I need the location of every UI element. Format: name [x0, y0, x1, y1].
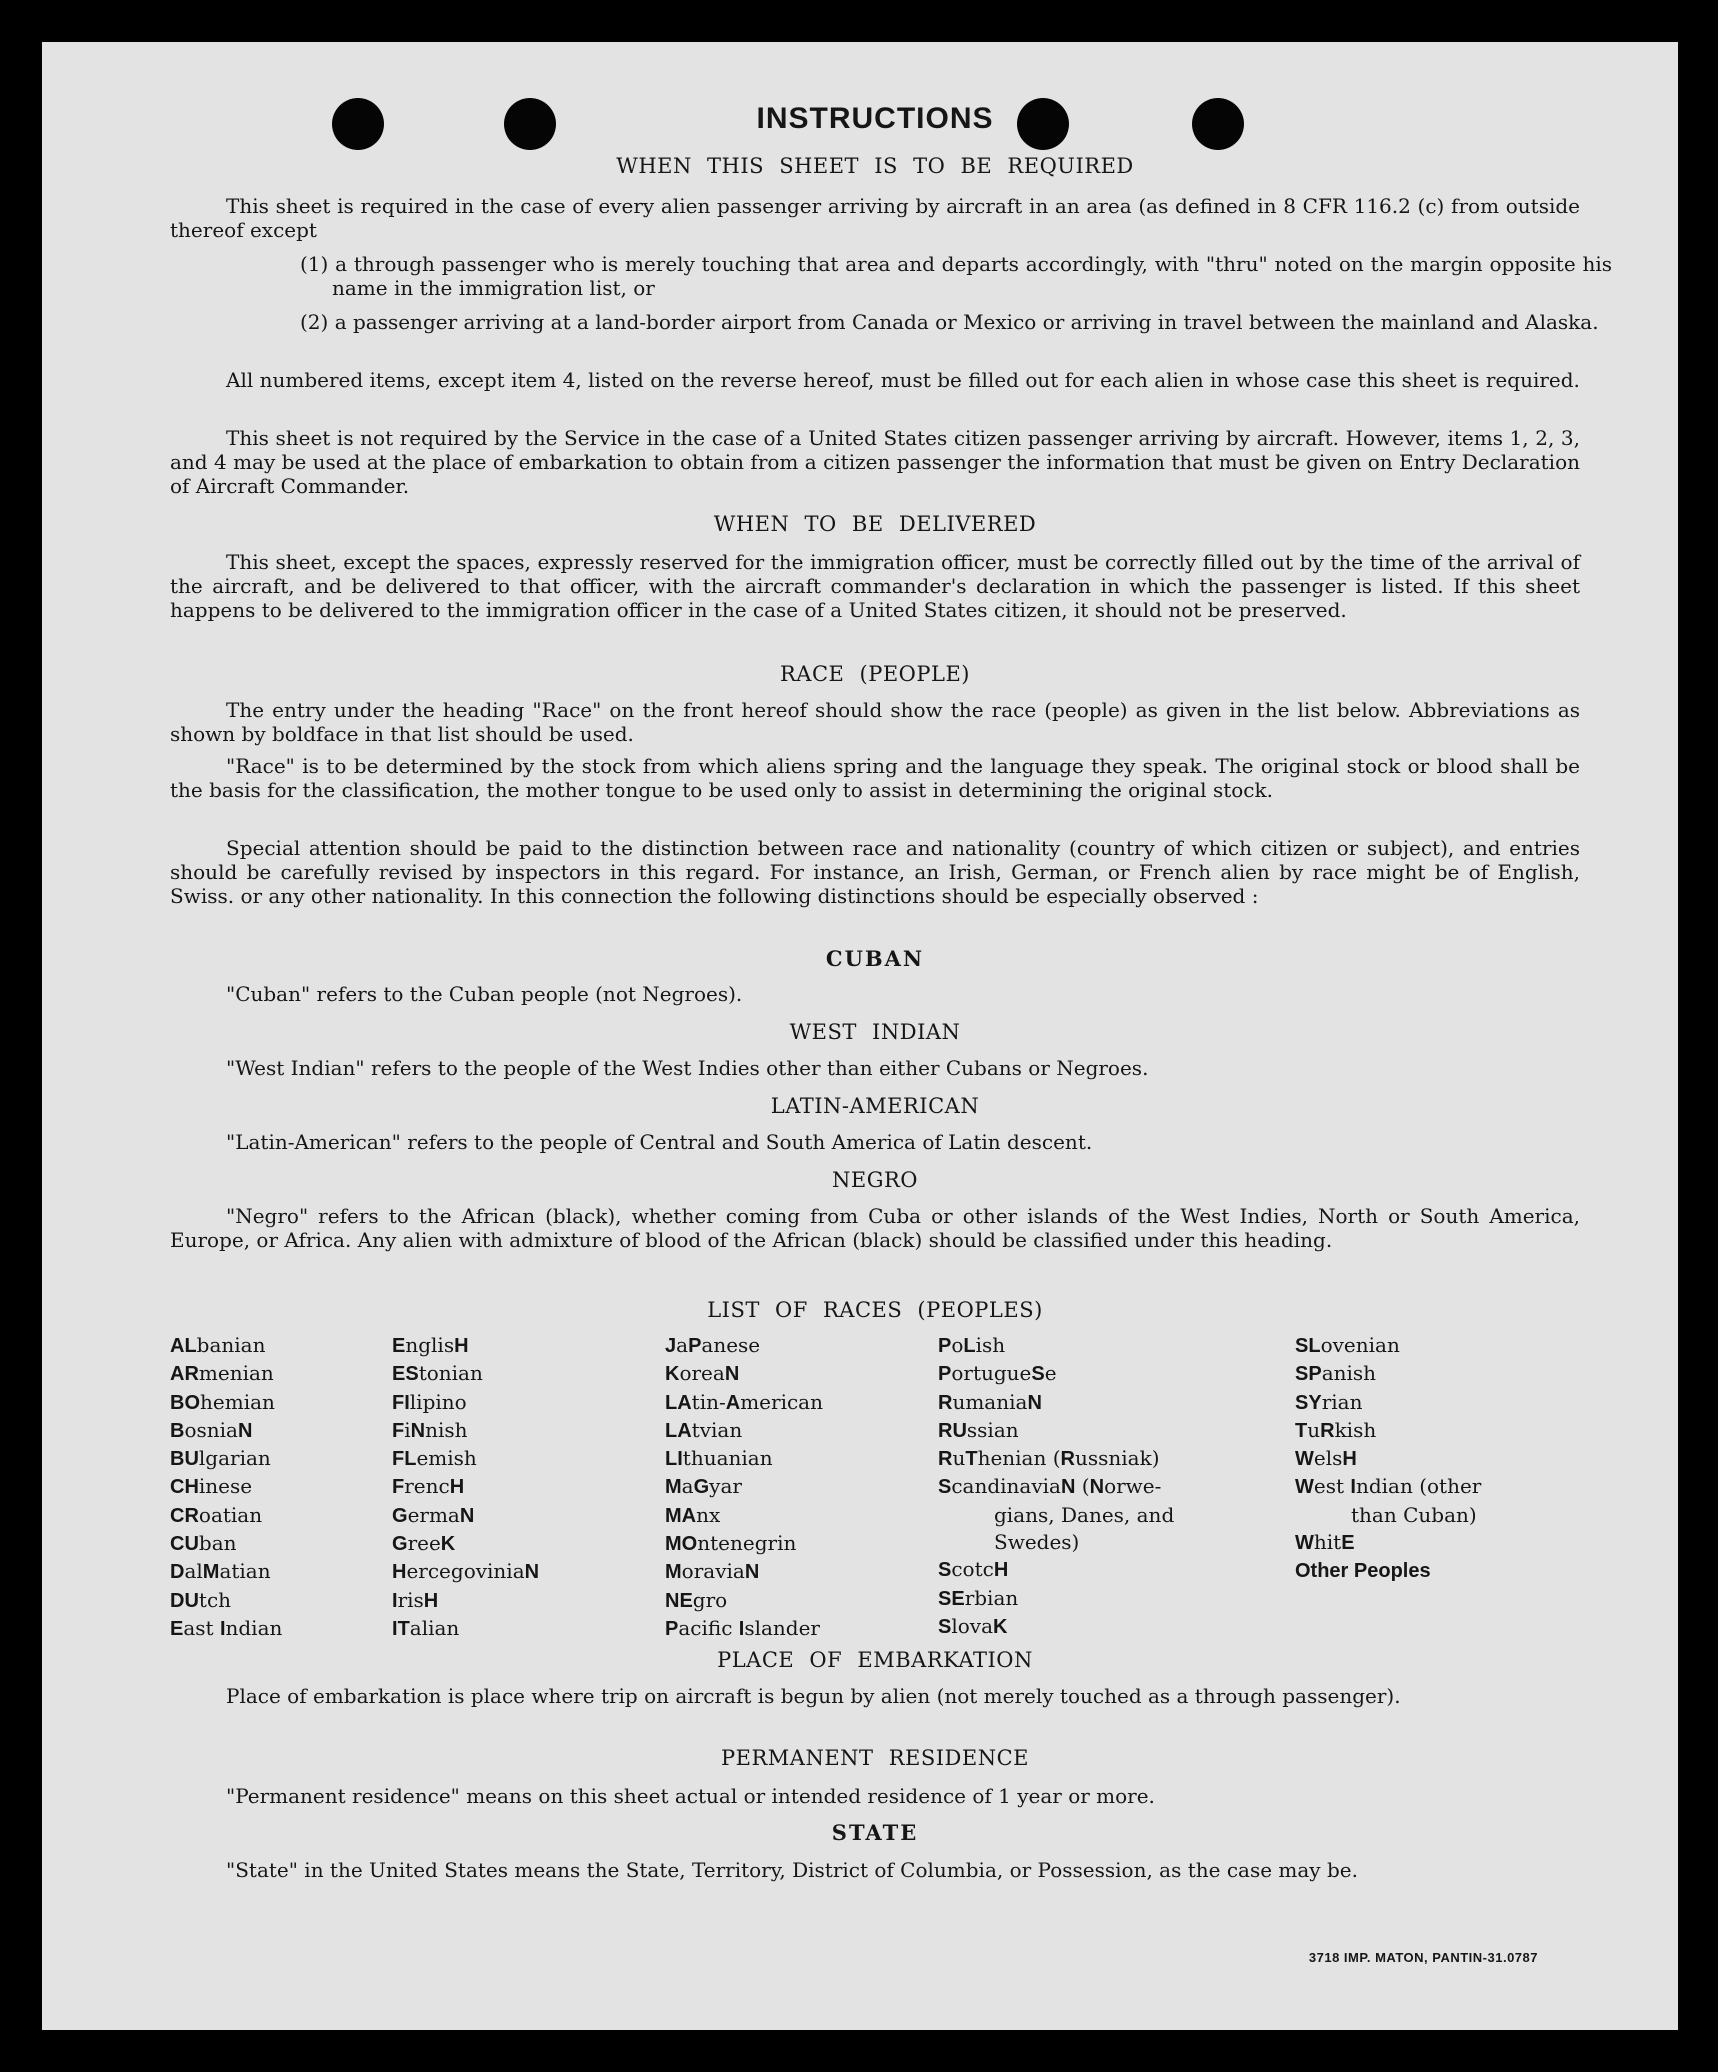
race-entry: NEgro	[665, 1587, 728, 1612]
race-entry: RUssian	[938, 1417, 1019, 1442]
race-entry: SlovaK	[938, 1613, 1008, 1638]
paragraph: Place of embarkation is place where trip on aircraft is begun by alien (not merely touched as a through passenger).	[226, 1684, 1401, 1708]
race-entry: CUban	[170, 1531, 237, 1556]
paragraph: "Latin-American" refers to the people of Central and South America of Latin descent.	[226, 1130, 1093, 1154]
race-entry: EnglisH	[392, 1333, 469, 1357]
race-entry: West Indian (other	[1295, 1474, 1482, 1499]
race-entry: SLovenian	[1295, 1333, 1400, 1357]
paragraph: "Race" is to be determined by the stock from which aliens spring and the language they speak. The original stock or blood shall be the basis for the classification, the mother tongue to be used only to assist in determining the original stock.	[170, 754, 1580, 802]
race-entry: FiNnish	[392, 1417, 468, 1442]
paragraph: "Negro" refers to the African (black), whether coming from Cuba or other islands of the West Indies, North or South America, Europe, or Africa. Any alien with admixture of blood of the African (black) should be classified under this heading.	[170, 1204, 1580, 1252]
race-entry: Pacific Islander	[665, 1615, 820, 1640]
race-entry: PortugueSe	[938, 1361, 1057, 1386]
race-entry: SPanish	[1295, 1361, 1377, 1386]
race-entry: BUlgarian	[170, 1446, 271, 1471]
race-entry: DalMatian	[170, 1559, 271, 1584]
race-entry: IrisH	[392, 1587, 439, 1612]
paragraph: This sheet is required in the case of every alien passenger arriving by aircraft in an area (as defined in 8 CFR 116.2 (c) from outside thereof except	[170, 194, 1580, 242]
race-entry: East Indian	[170, 1615, 283, 1640]
race-entry: Swedes)	[994, 1530, 1080, 1555]
paragraph: "State" in the United States means the State, Territory, District of Columbia, or Possession, as the case may be.	[226, 1858, 1358, 1882]
race-entry: BOhemian	[170, 1389, 275, 1414]
race-entry: MoraviaN	[665, 1559, 760, 1584]
heading-list-of-races: LIST OF RACES (PEOPLES)	[707, 1298, 1043, 1322]
race-entry: TuRkish	[1295, 1417, 1377, 1442]
race-entry: ScandinaviaN (Norwe-	[938, 1474, 1162, 1499]
paragraph-item: (2) a passenger arriving at a land-border airport from Canada or Mexico or arriving in travel between the mainland and Alaska.	[300, 310, 1599, 334]
race-entry: HercegoviniaN	[392, 1559, 540, 1584]
race-entry: MOntenegrin	[665, 1531, 797, 1556]
paragraph: This sheet is not required by the Service in the case of a United States citizen passenger arriving by aircraft. However, items 1, 2, 3, and 4 may be used at the place of embarkation to obtain from a citizen passenger the information that must be given on Entry Declaration of Aircraft Commander.	[170, 426, 1580, 498]
heading-when-required: WHEN THIS SHEET IS TO BE REQUIRED	[616, 154, 1134, 178]
race-entry: EStonian	[392, 1361, 483, 1386]
paragraph: "Cuban" refers to the Cuban people (not Negroes).	[226, 982, 743, 1006]
race-entry: ScotcH	[938, 1557, 1009, 1582]
paragraph: All numbered items, except item 4, listed on the reverse hereof, must be filled out for each alien in whose case this sheet is required.	[226, 368, 1580, 392]
race-entry: ARmenian	[170, 1361, 274, 1386]
race-entry: LIthuanian	[665, 1446, 773, 1471]
race-column	[938, 1332, 1174, 1641]
heading-state: STATE	[831, 1820, 919, 1845]
race-entry: LAtvian	[665, 1417, 743, 1442]
race-entry: FIlipino	[392, 1389, 467, 1414]
heading-embarkation: PLACE OF EMBARKATION	[717, 1648, 1033, 1672]
race-entry: JaPanese	[665, 1333, 761, 1357]
race-entry: FLemish	[392, 1446, 477, 1471]
race-entry: MaGyar	[665, 1474, 742, 1499]
page-title: INSTRUCTIONS	[756, 102, 994, 135]
heading-west-indian: WEST INDIAN	[789, 1020, 961, 1044]
race-entry: BosniaN	[170, 1417, 253, 1442]
race-column	[392, 1332, 539, 1643]
race-entry: FrencH	[392, 1474, 465, 1499]
race-entry: GermaN	[392, 1502, 475, 1527]
race-entry: than Cuban)	[1351, 1502, 1477, 1527]
race-entry: LAtin-American	[665, 1389, 823, 1414]
race-column	[1295, 1332, 1481, 1586]
document-sheet	[42, 42, 1678, 2030]
print-code: 3718 IMP. MATON, PANTIN-31.0787	[1308, 1950, 1538, 1965]
race-entry: KoreaN	[665, 1361, 740, 1386]
paragraph: "West Indian" refers to the people of the West Indies other than either Cubans or Negroes.	[226, 1056, 1149, 1080]
race-entry: gians, Danes, and	[994, 1502, 1175, 1527]
race-entry: RumaniaN	[938, 1389, 1042, 1414]
race-entry: WhitE	[1295, 1530, 1355, 1555]
paragraph: "Permanent residence" means on this sheet actual or intended residence of 1 year or more.	[226, 1784, 1155, 1808]
heading-cuban: CUBAN	[825, 946, 925, 971]
race-entry: RuThenian (Russniak)	[938, 1446, 1160, 1471]
race-entry: SErbian	[938, 1585, 1019, 1610]
heading-when-delivered: WHEN TO BE DELIVERED	[713, 512, 1037, 536]
paragraph: The entry under the heading "Race" on the front hereof should show the race (people) as given in the list below. Abbreviations as shown by boldface in that list should be used.	[170, 698, 1580, 746]
race-entry: ITalian	[392, 1615, 460, 1640]
heading-race: RACE (PEOPLE)	[779, 662, 971, 686]
paragraph: This sheet, except the spaces, expressly reserved for the immigration officer, must be correctly filled out by the time of the arrival of the aircraft, and be delivered to that officer, with the aircraft commander's declaration in which the passenger is listed. If this sheet happens to be delivered to the immigration officer in the case of a United States citizen, it should not be preserved.	[170, 550, 1580, 622]
race-entry: CHinese	[170, 1474, 253, 1499]
race-column	[170, 1332, 282, 1643]
heading-latin-american: LATIN-AMERICAN	[770, 1094, 980, 1118]
race-entry: CRoatian	[170, 1502, 263, 1527]
heading-permanent-residence: PERMANENT RESIDENCE	[721, 1746, 1029, 1770]
race-entry: GreeK	[392, 1531, 456, 1556]
heading-negro: NEGRO	[831, 1168, 918, 1192]
race-entry: Other Peoples	[1295, 1560, 1431, 1583]
race-entry: SYrian	[1295, 1389, 1363, 1414]
race-entry: WelsH	[1295, 1446, 1357, 1471]
race-entry: ALbanian	[170, 1333, 266, 1357]
race-entry: DUtch	[170, 1587, 232, 1612]
paragraph: Special attention should be paid to the distinction between race and nationality (country of which citizen or subject), and entries should be carefully revised by inspectors in this regard. For instance, an Irish, German, or French alien by race might be of English, Swiss. or any other nationality. In this connection the following distinctions should be especially observed :	[170, 836, 1580, 908]
race-entry: MAnx	[665, 1502, 721, 1527]
race-entry: PoLish	[938, 1333, 1006, 1357]
race-column	[665, 1332, 823, 1643]
paragraph-item: (1) a through passenger who is merely touching that area and departs accordingly, with "thru" noted on the margin opposite his name in the immigration list, or	[300, 252, 1612, 300]
